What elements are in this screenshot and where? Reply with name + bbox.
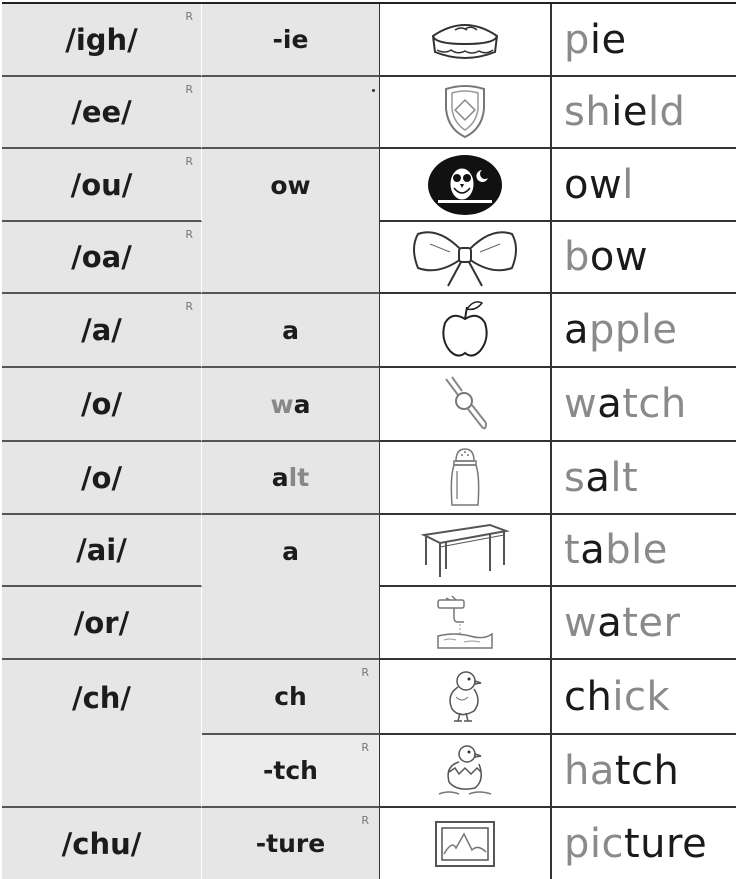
word-letters: ha: [564, 747, 615, 794]
shield-icon: [440, 83, 490, 141]
word-letters: t: [564, 527, 581, 573]
picture-cell: [380, 77, 552, 149]
phoneme-text: /ee/: [71, 95, 132, 129]
word-focus-letters: a: [564, 307, 590, 353]
word-letters: pple: [589, 307, 678, 353]
review-mark: R: [185, 228, 193, 241]
word-letters: w: [564, 381, 598, 427]
phoneme-cell: [2, 4, 202, 77]
grapheme-cell: [202, 808, 380, 879]
word-cell: [552, 368, 736, 442]
phoneme-cell: [2, 442, 202, 515]
word-letters: ick: [612, 673, 671, 720]
word-letters: ld: [647, 89, 686, 135]
review-mark: R: [185, 155, 193, 168]
picture-cell: [380, 222, 552, 294]
word-cell: [552, 442, 736, 515]
word-cell: [552, 808, 736, 879]
word-focus-letters: a: [585, 454, 611, 501]
picture-cell: [380, 149, 552, 222]
review-mark: R: [361, 814, 369, 827]
word-focus-letters: ie: [589, 16, 627, 63]
word-letters: ble: [605, 527, 668, 573]
picture-cell: [380, 587, 552, 660]
grapheme-light-text: w: [270, 389, 294, 419]
word-cell: [552, 587, 736, 660]
picture-cell: [380, 368, 552, 442]
grapheme-cell: [202, 735, 380, 808]
phoneme-text: /o/: [80, 387, 123, 421]
review-mark: R: [185, 10, 193, 23]
grapheme-text: a: [282, 536, 299, 566]
word-cell: [552, 149, 736, 222]
word-letters: b: [564, 234, 590, 280]
grapheme-cell: [202, 660, 380, 735]
word-focus-letters: ie: [611, 89, 648, 135]
phoneme-cell: [2, 660, 202, 735]
phoneme-cell: [2, 368, 202, 442]
phoneme-cell: [2, 808, 202, 879]
review-mark: R: [361, 666, 369, 679]
word-focus-letters: ch: [564, 673, 613, 720]
grapheme-cell: [202, 77, 380, 149]
phoneme-text: /a/: [81, 313, 122, 347]
word-focus-letters: a: [597, 599, 623, 646]
word-cell: [552, 515, 736, 587]
grapheme-text: ow: [270, 171, 311, 200]
word-letters: l: [622, 161, 634, 208]
review-mark: R: [361, 741, 369, 754]
watch-icon: [440, 375, 490, 433]
review-mark: R: [185, 83, 193, 96]
phoneme-text: /igh/: [65, 22, 138, 57]
word-letters: ter: [622, 599, 681, 646]
word-letters: lt: [610, 454, 639, 501]
phoneme-text: /or/: [73, 605, 130, 640]
word-letters: p: [564, 16, 590, 63]
grapheme-text: ch: [274, 682, 307, 711]
phonics-table: [2, 2, 736, 877]
phoneme-cell: [2, 294, 202, 368]
word-focus-letters: ow: [564, 161, 623, 208]
phoneme-cell: [2, 515, 202, 587]
phoneme-text: /ou/: [70, 167, 133, 202]
word-focus-letters: ture: [624, 820, 708, 867]
hatching-chick-icon: [435, 742, 495, 800]
picture-cell: [380, 808, 552, 879]
phoneme-cell: [2, 77, 202, 149]
word-focus-letters: ow: [589, 234, 649, 280]
grapheme-text: -tch: [263, 756, 318, 785]
water-tap-icon: [434, 592, 496, 654]
phoneme-text: /ch/: [71, 680, 132, 715]
word-focus-letters: a: [580, 527, 606, 573]
word-letters: sh: [564, 89, 612, 135]
table-icon: [420, 521, 510, 579]
picture-frame-icon: [434, 820, 496, 868]
grapheme-cell: [202, 442, 380, 515]
picture-cell: [380, 735, 552, 808]
grapheme-cell: [202, 4, 380, 77]
grapheme-cell: [202, 222, 380, 294]
phonics-table-sheet: [2, 2, 736, 877]
phoneme-cell: [2, 222, 202, 294]
word-cell: [552, 660, 736, 735]
picture-cell: [380, 515, 552, 587]
grapheme-light-text: lt: [288, 463, 310, 492]
word-focus-letters: tch: [614, 747, 680, 794]
grapheme-text: -ie: [272, 25, 309, 54]
word-letters: pic: [564, 820, 624, 867]
word-cell: [552, 294, 736, 368]
apple-icon: [440, 299, 490, 361]
grapheme-cell: [202, 515, 380, 587]
picture-cell: [380, 4, 552, 77]
picture-cell: [380, 294, 552, 368]
phoneme-cell: [2, 149, 202, 222]
word-letters: s: [564, 454, 586, 501]
review-mark: R: [185, 300, 193, 313]
grapheme-text: a: [271, 463, 289, 492]
phoneme-cell: [2, 735, 202, 808]
word-cell: [552, 735, 736, 808]
picture-cell: [380, 660, 552, 735]
grapheme-cell: [202, 294, 380, 368]
grapheme-cell: [202, 149, 380, 222]
word-focus-letters: a: [597, 381, 623, 427]
grapheme-text: a: [293, 389, 311, 419]
phoneme-cell: [2, 587, 202, 660]
grapheme-cell: [202, 368, 380, 442]
grapheme-cell: [202, 587, 380, 660]
grapheme-text: a: [282, 315, 299, 345]
word-letters: tch: [622, 381, 687, 427]
salt-shaker-icon: [448, 447, 482, 509]
phoneme-text: /chu/: [61, 826, 142, 861]
chick-icon: [442, 669, 488, 725]
word-cell: [552, 222, 736, 294]
phoneme-text: /oa/: [71, 240, 132, 274]
word-cell: [552, 77, 736, 149]
word-letters: w: [564, 599, 598, 646]
phoneme-text: /ai/: [76, 533, 127, 567]
owl-icon: [426, 154, 504, 216]
picture-cell: [380, 442, 552, 515]
pie-icon: [425, 14, 505, 66]
phoneme-text: /o/: [80, 460, 123, 495]
dot-mark: [372, 89, 375, 92]
bow-icon: [410, 226, 520, 288]
grapheme-text: -ture: [255, 829, 326, 858]
word-cell: [552, 4, 736, 77]
